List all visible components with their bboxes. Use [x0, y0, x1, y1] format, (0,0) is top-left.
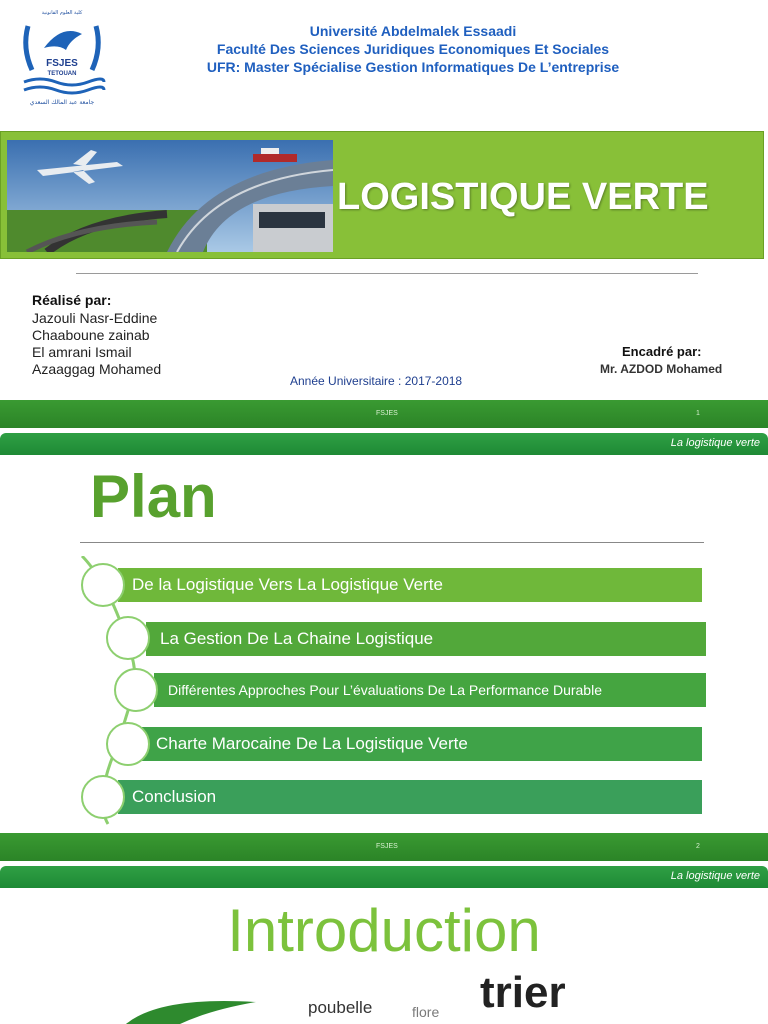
- plan-item-label: Charte Marocaine De La Logistique Verte: [156, 734, 468, 753]
- plan-item-2: [146, 622, 706, 656]
- plan-bullet-circle: [81, 563, 125, 607]
- slide-1: [0, 0, 768, 400]
- title-banner: [0, 131, 764, 259]
- authors-list: [32, 310, 161, 378]
- svg-text:جامعة عبد المالك السعدي: جامعة عبد المالك السعدي: [29, 99, 95, 106]
- slide-header-text: La logistique verte: [670, 870, 760, 882]
- author-name: Chaaboune zainab: [32, 327, 150, 343]
- footer-text: FSJES: [376, 843, 398, 850]
- word-flore: flore: [412, 1004, 440, 1020]
- divider: [80, 542, 704, 543]
- academic-year: Année Universitaire : 2017-2018: [290, 374, 463, 388]
- page-number: 2: [696, 843, 700, 850]
- word-cloud-image: [120, 966, 680, 1024]
- authors-heading: Réalisé par:: [32, 292, 112, 308]
- svg-text:TETOUAN: TETOUAN: [47, 71, 77, 77]
- plan-item-label: De la Logistique Vers La Logistique Verte: [132, 575, 443, 594]
- fsjes-logo: [10, 4, 114, 116]
- author-name: Azaaggag Mohamed: [32, 361, 162, 377]
- plan-bullet-circle: [106, 722, 150, 766]
- plan-bullet-circle: [81, 775, 125, 819]
- leaf-icon: [120, 994, 260, 1024]
- plan-bullet-circle: [106, 616, 150, 660]
- slide-footer-1: [0, 400, 768, 428]
- word-trier: trier: [480, 968, 566, 1017]
- introduction-title: Introduction: [227, 897, 541, 964]
- plan-title: Plan: [90, 463, 217, 530]
- footer-text: FSJES: [376, 410, 398, 417]
- slide-footer-2: [0, 833, 768, 861]
- transport-collage-image: [7, 140, 333, 252]
- presentation-title: LOGISTIQUE VERTE: [337, 176, 709, 218]
- faculty-name: Faculté Des Sciences Juridiques Economiques Et Sociales: [216, 41, 610, 57]
- svg-text:كلية العلوم القانونية: كلية العلوم القانونية: [41, 10, 83, 16]
- plan-item-5: [118, 780, 702, 814]
- author-name: El amrani Ismail: [32, 344, 132, 360]
- ship-icon: [253, 154, 297, 162]
- word-poubelle: poubelle: [308, 998, 373, 1017]
- plan-item-label: Différentes Approches Pour L’évaluations De La Performance Durable: [168, 682, 602, 698]
- supervisor-heading: Encadré par:: [622, 344, 702, 359]
- university-name: Université Abdelmalek Essaadi: [309, 23, 517, 39]
- plan-item-3: [154, 673, 706, 707]
- author-name: Jazouli Nasr-Eddine: [32, 310, 158, 326]
- plan-item-4: [142, 727, 702, 761]
- plan-item-label: La Gestion De La Chaine Logistique: [160, 629, 434, 648]
- slide-header-text: La logistique verte: [670, 437, 760, 449]
- supervisor-name: Mr. AZDOD Mohamed: [600, 362, 723, 376]
- slide-title-bar-3: [0, 866, 768, 888]
- ufr-name: UFR: Master Spécialise Gestion Informatiques De L’entreprise: [206, 59, 620, 75]
- divider: [76, 273, 698, 274]
- slide-title-bar-2: [0, 433, 768, 455]
- university-header: [150, 22, 676, 76]
- svg-text:FSJES: FSJES: [46, 58, 78, 69]
- page-number: 1: [696, 410, 700, 417]
- plan-item-label: Conclusion: [132, 787, 217, 806]
- plan-bullet-circle: [114, 668, 158, 712]
- plan-item-1: [118, 568, 702, 602]
